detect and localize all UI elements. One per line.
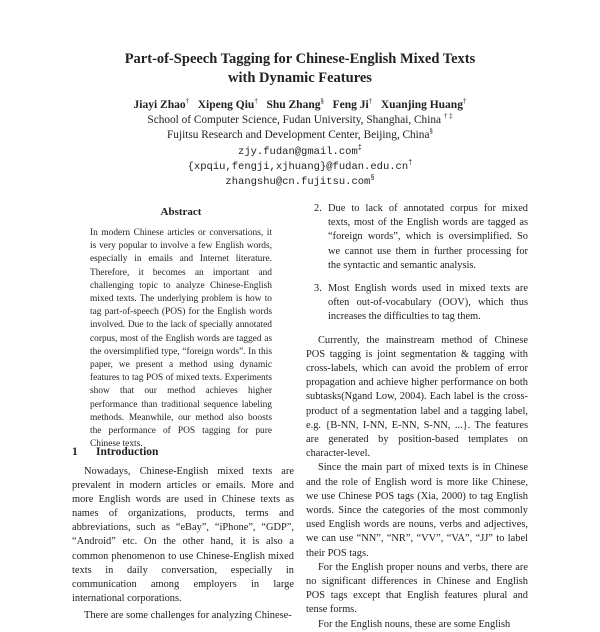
author-name: Xipeng Qiu — [197, 99, 255, 111]
paragraph: Currently, the mainstream method of Chinese POS tagging is joint segmentation & tagging with cross-labels, which can avoid the problem of error propagation and achieve higher performance on both subtasks(Ngand Low, 2004). Each label is the cross-product of a segmentation label and a tagging label, e.g. {B-NN, I-NN, E-NN, S-NN, ...}. The features are generated by position-based templates on character-level. — [306, 334, 528, 460]
email-line-1 — [0, 145, 600, 159]
email-line-2 — [0, 160, 600, 174]
challenge-list — [306, 202, 528, 325]
email-line-3 — [0, 175, 600, 189]
list-number: 2. — [314, 203, 322, 214]
author-name: Jiayi Zhao — [133, 99, 186, 111]
affiliation-fudan — [0, 113, 600, 127]
email-mark: § — [370, 174, 375, 183]
section-number: 1 — [72, 446, 78, 458]
affiliation-text: Fujitsu Research and Development Center, Beijing, China — [167, 129, 430, 141]
author-name: Xuanjing Huang — [380, 99, 463, 111]
list-text: Due to lack of annotated corpus for mixed texts, most of the English words are tagged as “foreign words”, which is oversimplified. So we cannot use them in further processing for the syntactic and semantic analysis. — [328, 203, 528, 271]
paragraph: Nowadays, Chinese-English mixed texts are prevalent in modern articles or emails. More and more English words are used in Chinese texts as names of organizations, products, terms and abbreviations, such as “eBay”, “iPhone”, “GDP”, “Android” etc. On the other hand, it is also a common phenomenon to use Chinese-English mixed texts in daily conversation, especially in communication among employers in large international corporations. — [72, 466, 294, 604]
list-item — [306, 202, 528, 273]
author-mark: † — [185, 97, 190, 106]
section-heading-introduction — [72, 446, 294, 458]
list-item — [306, 282, 528, 325]
author-mark: † — [254, 97, 258, 106]
section-title: Introduction — [96, 446, 159, 458]
email-text: zhangshu@cn.fujitsu.com — [225, 176, 371, 188]
paragraph: For the English nouns, these are some English — [318, 618, 511, 630]
abstract-heading: Abstract — [160, 206, 202, 218]
abstract-body: In modern Chinese articles or conversations, it is very popular to involve a few English words, especially in emails and Internet literature. Therefore, it becomes an important and challenging topic to analyze Chinese-English mixed texts. The underlying problem is how to tag part-of-speech (POS) for the English words involved. Due to the lack of specially annotated corpus, most of the English words are tagged as the oversimplified type, “foreign words”. In this paper, we present a method using dynamic features to tag POS of mixed texts. Experiments show that our method achieves higher performance than traditional sequence labeling methods. Meanwhile, our method also boosts the performance of POS tagging for pure Chinese texts. — [90, 228, 272, 450]
email-text: {xpqiu,fengji,xjhuang}@fudan.edu.cn — [187, 161, 409, 173]
author-list — [0, 98, 600, 112]
introduction-body — [72, 465, 294, 623]
email-text: zjy.fudan@gmail.com — [238, 146, 358, 158]
title-line-2: with Dynamic Features — [228, 70, 372, 86]
email-mark: ‡ — [357, 144, 362, 153]
paragraph: There are some challenges for analyzing Chinese- — [84, 609, 292, 621]
title-line-1: Part-of-Speech Tagging for Chinese-English Mixed Texts — [124, 51, 476, 67]
author-name: Feng Ji — [332, 99, 369, 111]
author-mark: † — [462, 97, 467, 106]
list-number: 3. — [314, 283, 322, 295]
affiliation-text: School of Computer Science, Fudan University, Shanghai, China — [147, 114, 441, 126]
affiliation-fujitsu — [0, 128, 600, 142]
affiliation-mark: § — [429, 127, 433, 136]
author-name: Shu Zhang — [266, 99, 321, 111]
list-text: Most English words used in mixed texts are often out-of-vocabulary (OOV), which thus increases the difficulties to tag them. — [328, 283, 528, 323]
paper-title — [0, 50, 600, 88]
affiliation-marks: † ‡ — [443, 112, 453, 121]
paragraph: Since the main part of mixed texts is in Chinese and the role of English word is more like Chinese, we use Chinese POS tags (Xia, 2000) to tag English words. Since the categories of the most commonly used English words are nouns, verbs and adjectives, we can use “NN”, “NR”, “VV”, “VA”, “JJ” to label their POS tags. — [306, 462, 528, 559]
right-column — [306, 202, 528, 632]
email-mark: † — [408, 159, 413, 168]
author-mark: † — [368, 97, 373, 106]
paragraph: For the English proper nouns and verbs, there are no significant differences in Chinese and English POS tags except that English features plural and tense forms. — [306, 561, 528, 616]
author-mark: § — [320, 97, 324, 106]
